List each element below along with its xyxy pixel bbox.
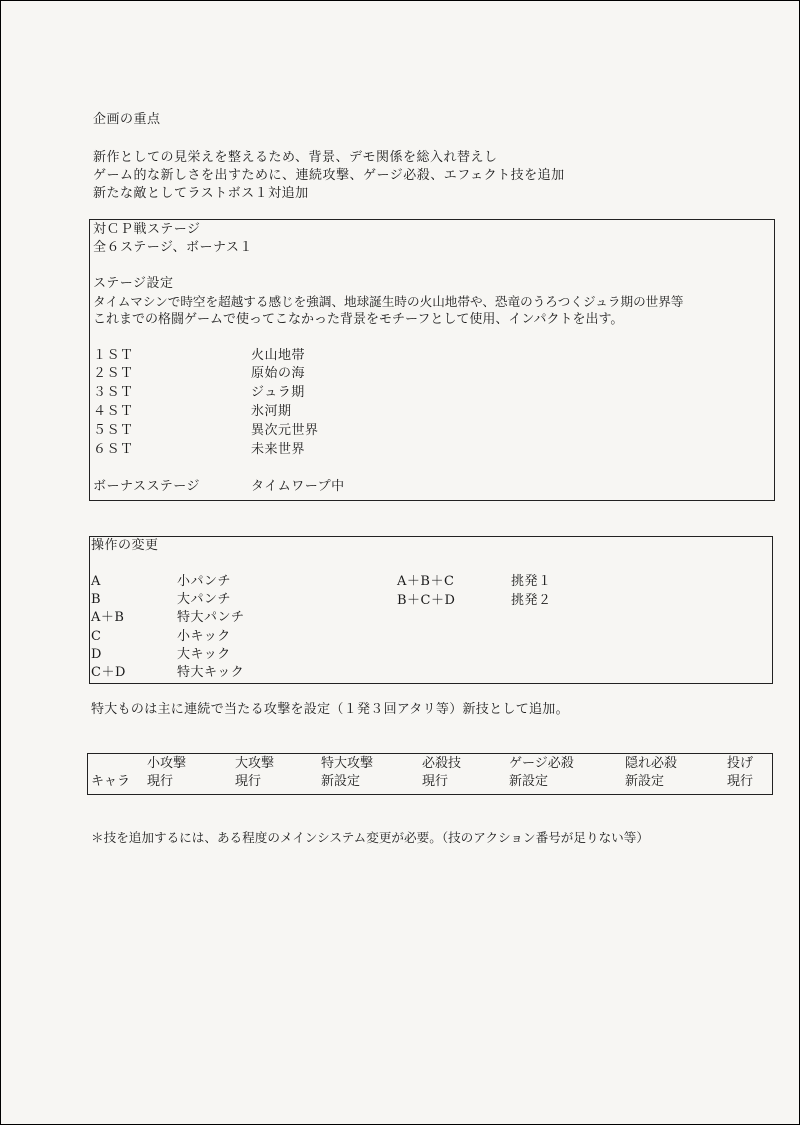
bonus-stage-id: ボーナスステージ [93,479,200,494]
control-key: A [91,574,101,589]
stage-name: ジュラ期 [251,385,305,400]
moves-column-value: 新設定 [625,774,665,789]
moves-row-label: キャラ [91,774,131,789]
stage-setting-title: ステージ設定 [93,276,174,291]
stage-name: 火山地帯 [251,348,306,363]
intro-line: ゲーム的な新しさを出すために、連続攻撃、ゲージ必殺、エフェクト技を追加 [93,168,565,183]
intro-line: 新作としての見栄えを整えるため、背景、デモ関係を総入れ替えし [93,150,498,165]
moves-column-value: 現行 [147,774,174,789]
control-action: 大パンチ [177,592,232,607]
stage-id: １ＳＴ [93,348,134,363]
stage-name: 原始の海 [251,366,306,381]
control-action: 大キック [177,647,231,662]
control-action: 特大キック [177,665,245,680]
moves-column-header: 大攻撃 [235,756,275,771]
moves-column-value: 現行 [727,774,754,789]
stage-box-title: 対ＣＰ戦ステージ [93,222,201,237]
moves-column-value: 新設定 [509,774,549,789]
control-key: D [91,647,102,662]
control-action: 特大パンチ [177,610,245,625]
moves-column-header: 投げ [727,756,754,771]
stage-id: ２ＳＴ [93,366,134,381]
bonus-stage-name: タイムワープ中 [251,479,345,494]
stage-id: ４ＳＴ [93,404,134,419]
moves-column-header: ゲージ必殺 [509,756,574,771]
moves-column-header: 小攻撃 [147,756,187,771]
moves-column-header: 必殺技 [422,756,462,771]
control-key: B [91,592,102,607]
stage-summary: 全６ステージ、ボーナス１ [93,240,253,255]
control-action: 小キック [177,629,231,644]
stage-id: ６ＳＴ [93,442,134,457]
control-key: A＋B [91,610,125,625]
controls-box-title: 操作の変更 [91,538,159,553]
control-key: C＋D [91,665,126,680]
stage-setting-line: タイムマシンで時空を超越する感じを強調、地球誕生時の火山地帯や、恐竜のうろつくジュラ期の世界等 [93,294,684,309]
control-key: C [91,629,102,644]
moves-column-header: 隠れ必殺 [625,756,678,771]
control-action: 小パンチ [177,574,232,589]
footnote: ＊技を追加するには、ある程度のメインシステム変更が必要。（技のアクション番号が足りない等） [91,830,649,845]
control-key: B＋C＋D [397,593,456,608]
stage-name: 異次元世界 [251,423,319,438]
moves-column-value: 現行 [235,774,262,789]
stage-name: 未来世界 [251,442,306,457]
stage-name: 氷河期 [251,404,292,419]
control-action: 挑発１ [511,574,552,589]
moves-column-header: 特大攻撃 [321,756,374,771]
stage-id: ５ＳＴ [93,423,134,438]
stage-setting-line: これまでの格闘ゲームで使ってこなかった背景をモチーフとして使用、インパクトを出す。 [93,312,624,327]
intro-line: 新たな敵としてラストボス１対追加 [93,186,309,201]
special-note: 特大ものは主に連続で当たる攻撃を設定（１発３回アタリ等）新技として追加。 [91,702,569,717]
control-action: 挑発２ [511,593,552,608]
stage-id: ３ＳＴ [93,385,134,400]
moves-column-value: 現行 [422,774,449,789]
control-key: A＋B＋C [397,574,455,589]
stage-box [89,219,775,501]
section-heading: 企画の重点 [93,112,161,127]
moves-column-value: 新設定 [321,774,361,789]
